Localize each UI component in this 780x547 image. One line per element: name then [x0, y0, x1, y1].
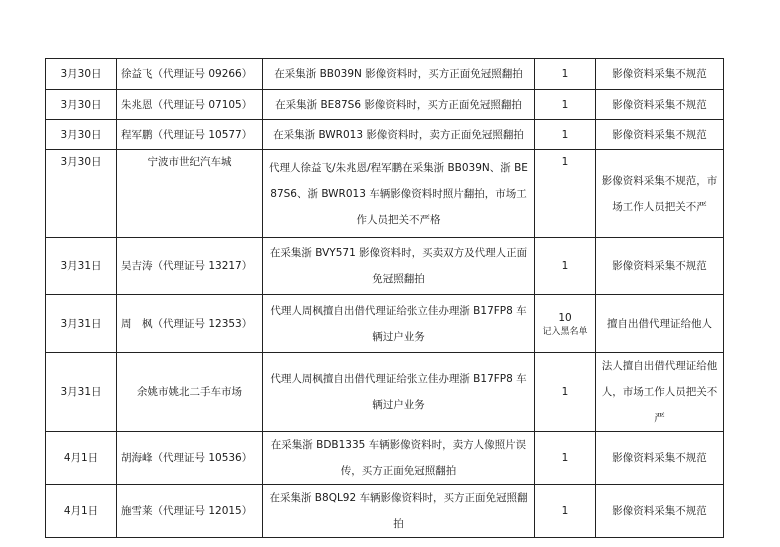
row-count: 1 — [535, 150, 596, 238]
row-count: 10 — [558, 311, 572, 324]
row-count-note: 记入黑名单 — [542, 326, 588, 337]
row-description: 在采集浙 BB039N 影像资料时，买方正面免冠照翻拍 — [263, 59, 535, 90]
row-date: 4月1日 — [46, 485, 117, 538]
table-row — [46, 238, 724, 295]
row-description: 在采集浙 BDB1335 车辆影像资料时，卖方人像照片误传，买方正面免冠照翻拍 — [263, 432, 535, 485]
table-row — [46, 485, 724, 538]
row-count: 1 — [535, 238, 596, 295]
row-date: 3月30日 — [46, 150, 117, 238]
records-table — [45, 58, 724, 538]
row-name: 吴吉涛（代理证号 13217） — [117, 238, 263, 295]
row-description: 在采集浙 BWR013 影像资料时，卖方正面免冠照翻拍 — [263, 120, 535, 150]
row-count-cell — [535, 295, 596, 353]
row-description: 在采集浙 B8QL92 车辆影像资料时，买方正面免冠照翻拍 — [263, 485, 535, 538]
row-date: 3月31日 — [46, 295, 117, 353]
row-count: 1 — [535, 485, 596, 538]
row-date: 3月31日 — [46, 238, 117, 295]
row-name: 程军鹏（代理证号 10577） — [117, 120, 263, 150]
row-count: 1 — [535, 59, 596, 90]
table-row — [46, 353, 724, 432]
row-count: 1 — [535, 120, 596, 150]
row-name: 胡海峰（代理证号 10536） — [117, 432, 263, 485]
row-type: 影像资料采集不规范，市场工作人员把关不严 — [596, 150, 724, 238]
row-date: 3月30日 — [46, 90, 117, 120]
row-type: 影像资料采集不规范 — [596, 485, 724, 538]
row-description: 代理人徐益飞/朱兆恩/程军鹏在采集浙 BB039N、浙 BE87S6、浙 BWR013 车辆影像资料时照片翻拍，市场工作人员把关不严格 — [263, 150, 535, 238]
row-type: 影像资料采集不规范 — [596, 90, 724, 120]
row-name: 徐益飞（代理证号 09266） — [117, 59, 263, 90]
row-type: 影像资料采集不规范 — [596, 59, 724, 90]
row-type: 法人擅自出借代理证给他人，市场工作人员把关不严 — [596, 353, 724, 432]
table-row — [46, 295, 724, 353]
row-date: 3月31日 — [46, 353, 117, 432]
table-row — [46, 432, 724, 485]
row-type: 影像资料采集不规范 — [596, 120, 724, 150]
row-type: 影像资料采集不规范 — [596, 432, 724, 485]
row-name: 朱兆恩（代理证号 07105） — [117, 90, 263, 120]
row-date: 3月30日 — [46, 59, 117, 90]
row-count: 1 — [535, 90, 596, 120]
row-name: 施雪莱（代理证号 12015） — [117, 485, 263, 538]
table-row — [46, 90, 724, 120]
row-count: 1 — [535, 353, 596, 432]
row-description: 代理人周枫擅自出借代理证给张立佳办理浙 B17FP8 车辆过户业务 — [263, 295, 535, 353]
row-name: 周 枫（代理证号 12353） — [117, 295, 263, 353]
row-date: 3月30日 — [46, 120, 117, 150]
row-type: 擅自出借代理证给他人 — [596, 295, 724, 353]
row-type: 影像资料采集不规范 — [596, 238, 724, 295]
row-name: 宁波市世纪汽车城 — [117, 150, 263, 238]
row-date: 4月1日 — [46, 432, 117, 485]
row-count: 1 — [535, 432, 596, 485]
row-description: 在采集浙 BVY571 影像资料时，买卖双方及代理人正面免冠照翻拍 — [263, 238, 535, 295]
table-row — [46, 120, 724, 150]
row-name: 余姚市姚北二手车市场 — [117, 353, 263, 432]
table-row — [46, 150, 724, 238]
row-description: 代理人周枫擅自出借代理证给张立佳办理浙 B17FP8 车辆过户业务 — [263, 353, 535, 432]
row-description: 在采集浙 BE87S6 影像资料时，买方正面免冠照翻拍 — [263, 90, 535, 120]
table-row — [46, 59, 724, 90]
